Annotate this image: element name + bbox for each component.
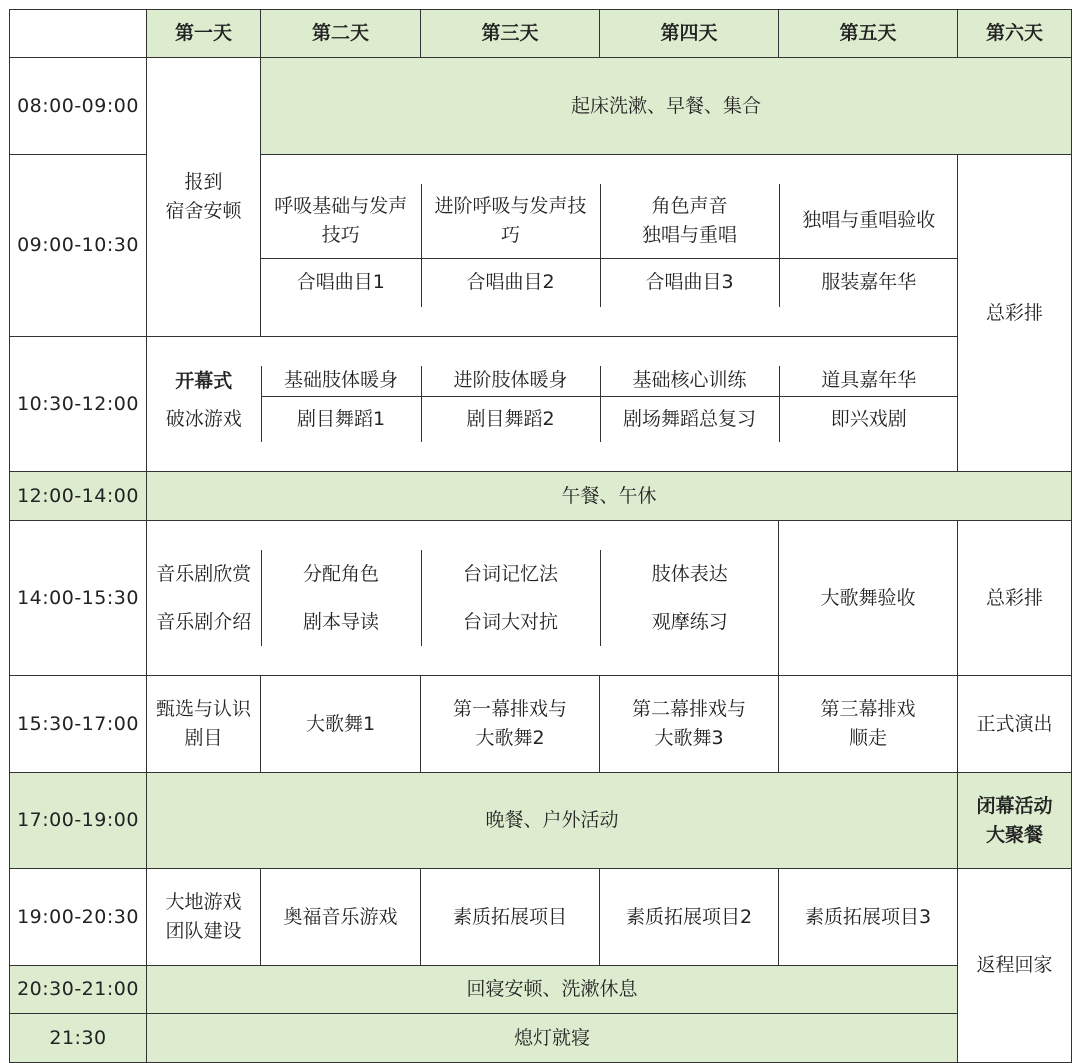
cell-d1-outdoor: 大地游戏 团队建设 xyxy=(147,869,261,966)
row-1030 xyxy=(10,337,1072,472)
cell-d5-quality: 素质拓展项目3 xyxy=(779,869,958,966)
row-2030 xyxy=(10,966,1072,1014)
row-1400 xyxy=(10,521,1072,676)
cell-d4-dance: 剧场舞蹈总复习 xyxy=(600,396,779,442)
cell-d3-dance: 剧目舞蹈2 xyxy=(421,396,600,442)
time-1700: 17:00-19:00 xyxy=(10,773,147,869)
cell-d1-intro: 音乐剧介绍 xyxy=(147,598,261,646)
header-day-1: 第一天 xyxy=(147,10,261,58)
cell-d5-solo: 独唱与重唱验收 xyxy=(779,184,958,258)
cell-d3-lines: 台词大对抗 xyxy=(421,598,600,646)
cell-d4-observe: 观摩练习 xyxy=(651,610,728,633)
row-1900 xyxy=(10,869,1072,966)
cell-d2-chorus: 合唱曲目1 xyxy=(261,258,421,307)
header-day-6: 第六天 xyxy=(958,10,1072,58)
header-day-2: 第二天 xyxy=(261,10,421,58)
cell-d3-breath: 进阶呼吸与发声技 巧 xyxy=(421,184,600,258)
time-2030: 20:30-21:00 xyxy=(10,966,147,1014)
cell-d3-body: 进阶肢体暖身 xyxy=(421,366,600,396)
cell-d3-chorus: 合唱曲目2 xyxy=(421,258,600,307)
time-0900: 09:00-10:30 xyxy=(10,155,147,337)
nested-1030 xyxy=(147,366,958,442)
time-2130: 21:30 xyxy=(10,1014,147,1063)
row-2130 xyxy=(10,1014,1072,1063)
cell-lightsout: 熄灯就寝 xyxy=(147,1014,958,1063)
cell-d2-breath: 呼吸基础与发声 技巧 xyxy=(261,184,421,258)
row-0800 xyxy=(10,58,1072,155)
cell-d6-rehearsal-pm: 总彩排 xyxy=(958,521,1072,676)
header-day-5: 第五天 xyxy=(779,10,958,58)
cell-d2-body: 基础肢体暖身 xyxy=(261,366,421,396)
cell-d4-chorus: 合唱曲目3 xyxy=(600,258,779,307)
cell-d3-act1: 第一幕排戏与 大歌舞2 xyxy=(421,676,600,773)
cell-d4-role: 角色声音 独唱与重唱 xyxy=(600,184,779,258)
cell-d2-script: 剧本导读 xyxy=(261,598,421,646)
time-1030: 10:30-12:00 xyxy=(10,337,147,472)
header-corner-cell xyxy=(10,10,147,58)
cell-block-1400 xyxy=(147,521,779,676)
time-1200: 12:00-14:00 xyxy=(10,472,147,521)
cell-d2-orff: 奥福音乐游戏 xyxy=(261,869,421,966)
cell-morning: 起床洗漱、早餐、集合 xyxy=(261,58,1072,155)
cell-lunch: 午餐、午休 xyxy=(147,472,1072,521)
cell-d2-dance: 剧目舞蹈1 xyxy=(261,396,421,442)
cell-morning-block-0900 xyxy=(261,155,958,337)
cell-rest: 回寝安顿、洗漱休息 xyxy=(147,966,958,1014)
row-1700 xyxy=(10,773,1072,869)
cell-block-1030 xyxy=(147,337,958,472)
time-1400: 14:00-15:30 xyxy=(10,521,147,676)
time-0800: 08:00-09:00 xyxy=(10,58,147,155)
cell-d1-opening: 开幕式 xyxy=(147,366,261,396)
cell-d1-icebreak: 破冰游戏 xyxy=(147,396,261,442)
cell-d3-quality: 素质拓展项目 xyxy=(421,869,600,966)
cell-d5-act3: 第三幕排戏 顺走 xyxy=(779,676,958,773)
cell-d4-express: 肢体表达 xyxy=(651,562,728,585)
cell-d6-return: 返程回家 xyxy=(958,869,1072,1063)
cell-d4-act2: 第二幕排戏与 大歌舞3 xyxy=(600,676,779,773)
time-1900: 19:00-20:30 xyxy=(10,869,147,966)
cell-checkin: 报到 宿舍安顿 xyxy=(147,58,261,337)
cell-d6-show: 正式演出 xyxy=(958,676,1072,773)
time-1530: 15:30-17:00 xyxy=(10,676,147,773)
cell-d2-bigdance: 大歌舞1 xyxy=(261,676,421,773)
cell-d1-appreciate: 音乐剧欣赏 xyxy=(147,550,261,598)
cell-d6-closing: 闭幕活动 大聚餐 xyxy=(958,773,1072,869)
header-row xyxy=(10,10,1072,58)
header-day-4: 第四天 xyxy=(600,10,779,58)
cell-d3-memory: 台词记忆法 xyxy=(421,550,600,598)
nested-0900 xyxy=(261,184,958,307)
cell-d5-props: 道具嘉年华 xyxy=(779,366,958,396)
cell-d6-rehearsal-am: 总彩排 xyxy=(958,155,1072,472)
cell-d5-costume: 服装嘉年华 xyxy=(821,271,917,294)
cell-d1-select: 甄选与认识 剧目 xyxy=(147,676,261,773)
cell-dinner: 晚餐、户外活动 xyxy=(147,773,958,869)
cell-d2-assign: 分配角色 xyxy=(261,550,421,598)
nested-1400 xyxy=(147,550,779,646)
cell-d5-improv: 即兴戏剧 xyxy=(830,407,907,430)
row-1200 xyxy=(10,472,1072,521)
cell-d4-core: 基础核心训练 xyxy=(600,366,779,396)
cell-d5-bigdance-check: 大歌舞验收 xyxy=(779,521,958,676)
cell-d4-quality: 素质拓展项目2 xyxy=(600,869,779,966)
header-day-3: 第三天 xyxy=(421,10,600,58)
row-1530 xyxy=(10,676,1072,773)
schedule-table xyxy=(9,9,1072,1063)
